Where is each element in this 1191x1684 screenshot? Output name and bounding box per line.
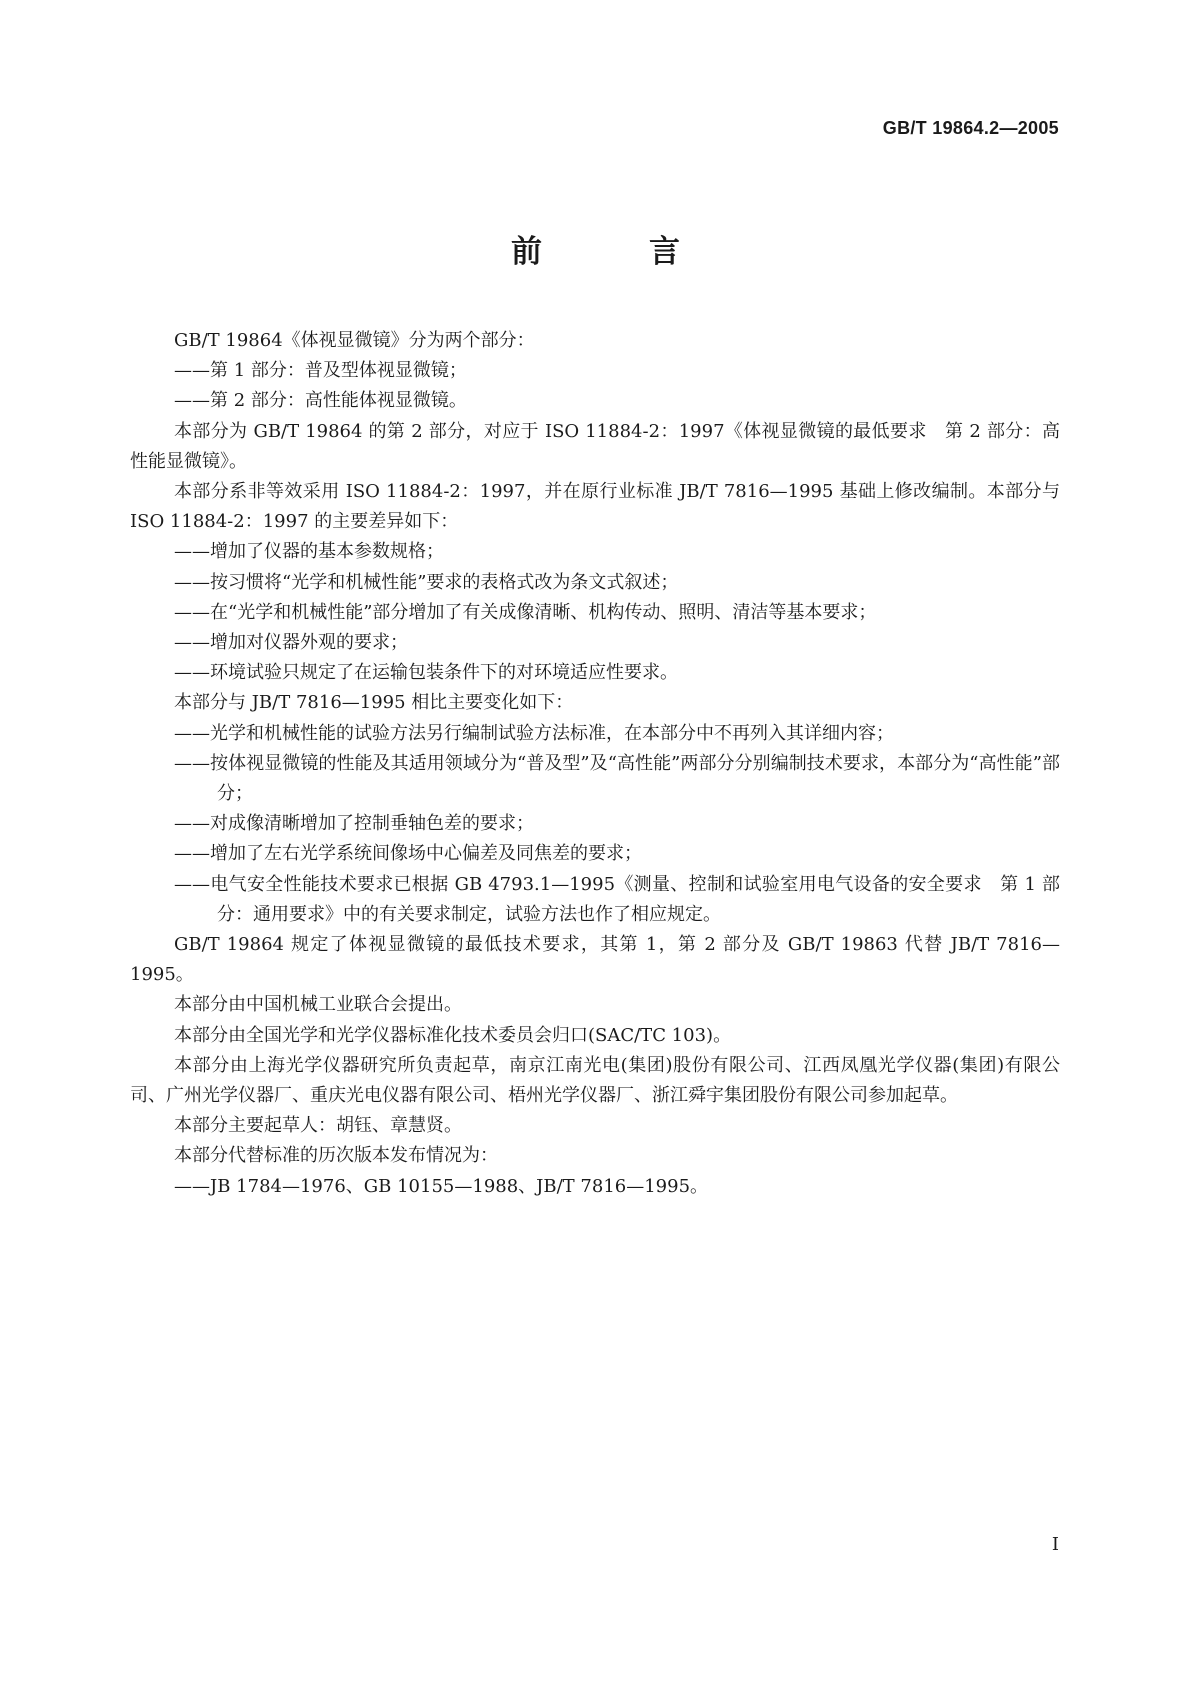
paragraph: 本部分主要起草人：胡钰、章慧贤。: [174, 1115, 462, 1137]
paragraph: 本部分与 JB/T 7816—1995 相比主要变化如下：: [174, 692, 574, 714]
list-item: ——JB 1784—1976、GB 10155—1988、JB/T 7816—1995。: [174, 1175, 709, 1197]
paragraph: 本部分由中国机械工业联合会提出。: [174, 994, 462, 1016]
list-item: ——增加了左右光学系统间像场中心偏差及同焦差的要求；: [174, 843, 642, 865]
list-item: ——按体视显微镜的性能及其适用领域分为“普及型”及“高性能”两部分分别编制技术要求，本部分为“高性能”部分；: [174, 752, 1060, 805]
paragraph: 本部分代替标准的历次版本发布情况为：: [174, 1145, 498, 1167]
document-body: [130, 326, 1060, 1202]
paragraph: 本部分为 GB/T 19864 的第 2 部分，对应于 ISO 11884-2：1997《体视显微镜的最低要求 第 2 部分：高性能显微镜》。: [130, 420, 1060, 472]
paragraph: GB/T 19864《体视显微镜》分为两个部分：: [174, 330, 535, 351]
paragraph: GB/T 19864 规定了体视显微镜的最低技术要求，其第 1，第 2 部分及 GB/T 19863 代替 JB/T 7816—1995。: [130, 934, 1060, 986]
page-number: I: [1051, 1534, 1059, 1555]
list-item: ——在“光学和机械性能”部分增加了有关成像清晰、机构传动、照明、清洁等基本要求；: [174, 601, 877, 623]
list-item: ——第 2 部分：高性能体视显微镜。: [174, 390, 467, 412]
list-item: ——光学和机械性能的试验方法另行编制试验方法标准，在本部分中不再列入其详细内容；: [174, 722, 894, 744]
list-item: ——增加了仪器的基本参数规格；: [174, 541, 444, 563]
paragraph: 本部分由上海光学仪器研究所负责起草，南京江南光电(集团)股份有限公司、江西凤凰光学仪器(集团)有限公司、广州光学仪器厂、重庆光电仪器有限公司、梧州光学仪器厂、浙江舜宇集团股份有限公司参加起草。: [130, 1054, 1060, 1107]
list-item: ——按习惯将“光学和机械性能”要求的表格式改为条文式叙述；: [174, 571, 679, 593]
list-item: ——环境试验只规定了在运输包装条件下的对环境适应性要求。: [174, 662, 678, 684]
standard-number: GB/T 19864.2—2005: [882, 118, 1059, 138]
page-title: 前 言: [511, 234, 718, 270]
list-item: ——对成像清晰增加了控制垂轴色差的要求；: [174, 813, 534, 835]
list-item: ——增加对仪器外观的要求；: [174, 632, 408, 654]
paragraph: 本部分由全国光学和光学仪器标准化技术委员会归口(SAC/TC 103)。: [174, 1024, 732, 1046]
list-item: ——第 1 部分：普及型体视显微镜；: [174, 360, 467, 382]
list-item: ——电气安全性能技术要求已根据 GB 4793.1—1995《测量、控制和试验室用电气设备的安全要求 第 1 部分：通用要求》中的有关要求制定，试验方法也作了相应规定。: [174, 873, 1060, 925]
paragraph: 本部分系非等效采用 ISO 11884-2：1997，并在原行业标准 JB/T 7816—1995 基础上修改编制。本部分与ISO 11884-2：1997 的主要差异如下：: [130, 481, 1060, 533]
